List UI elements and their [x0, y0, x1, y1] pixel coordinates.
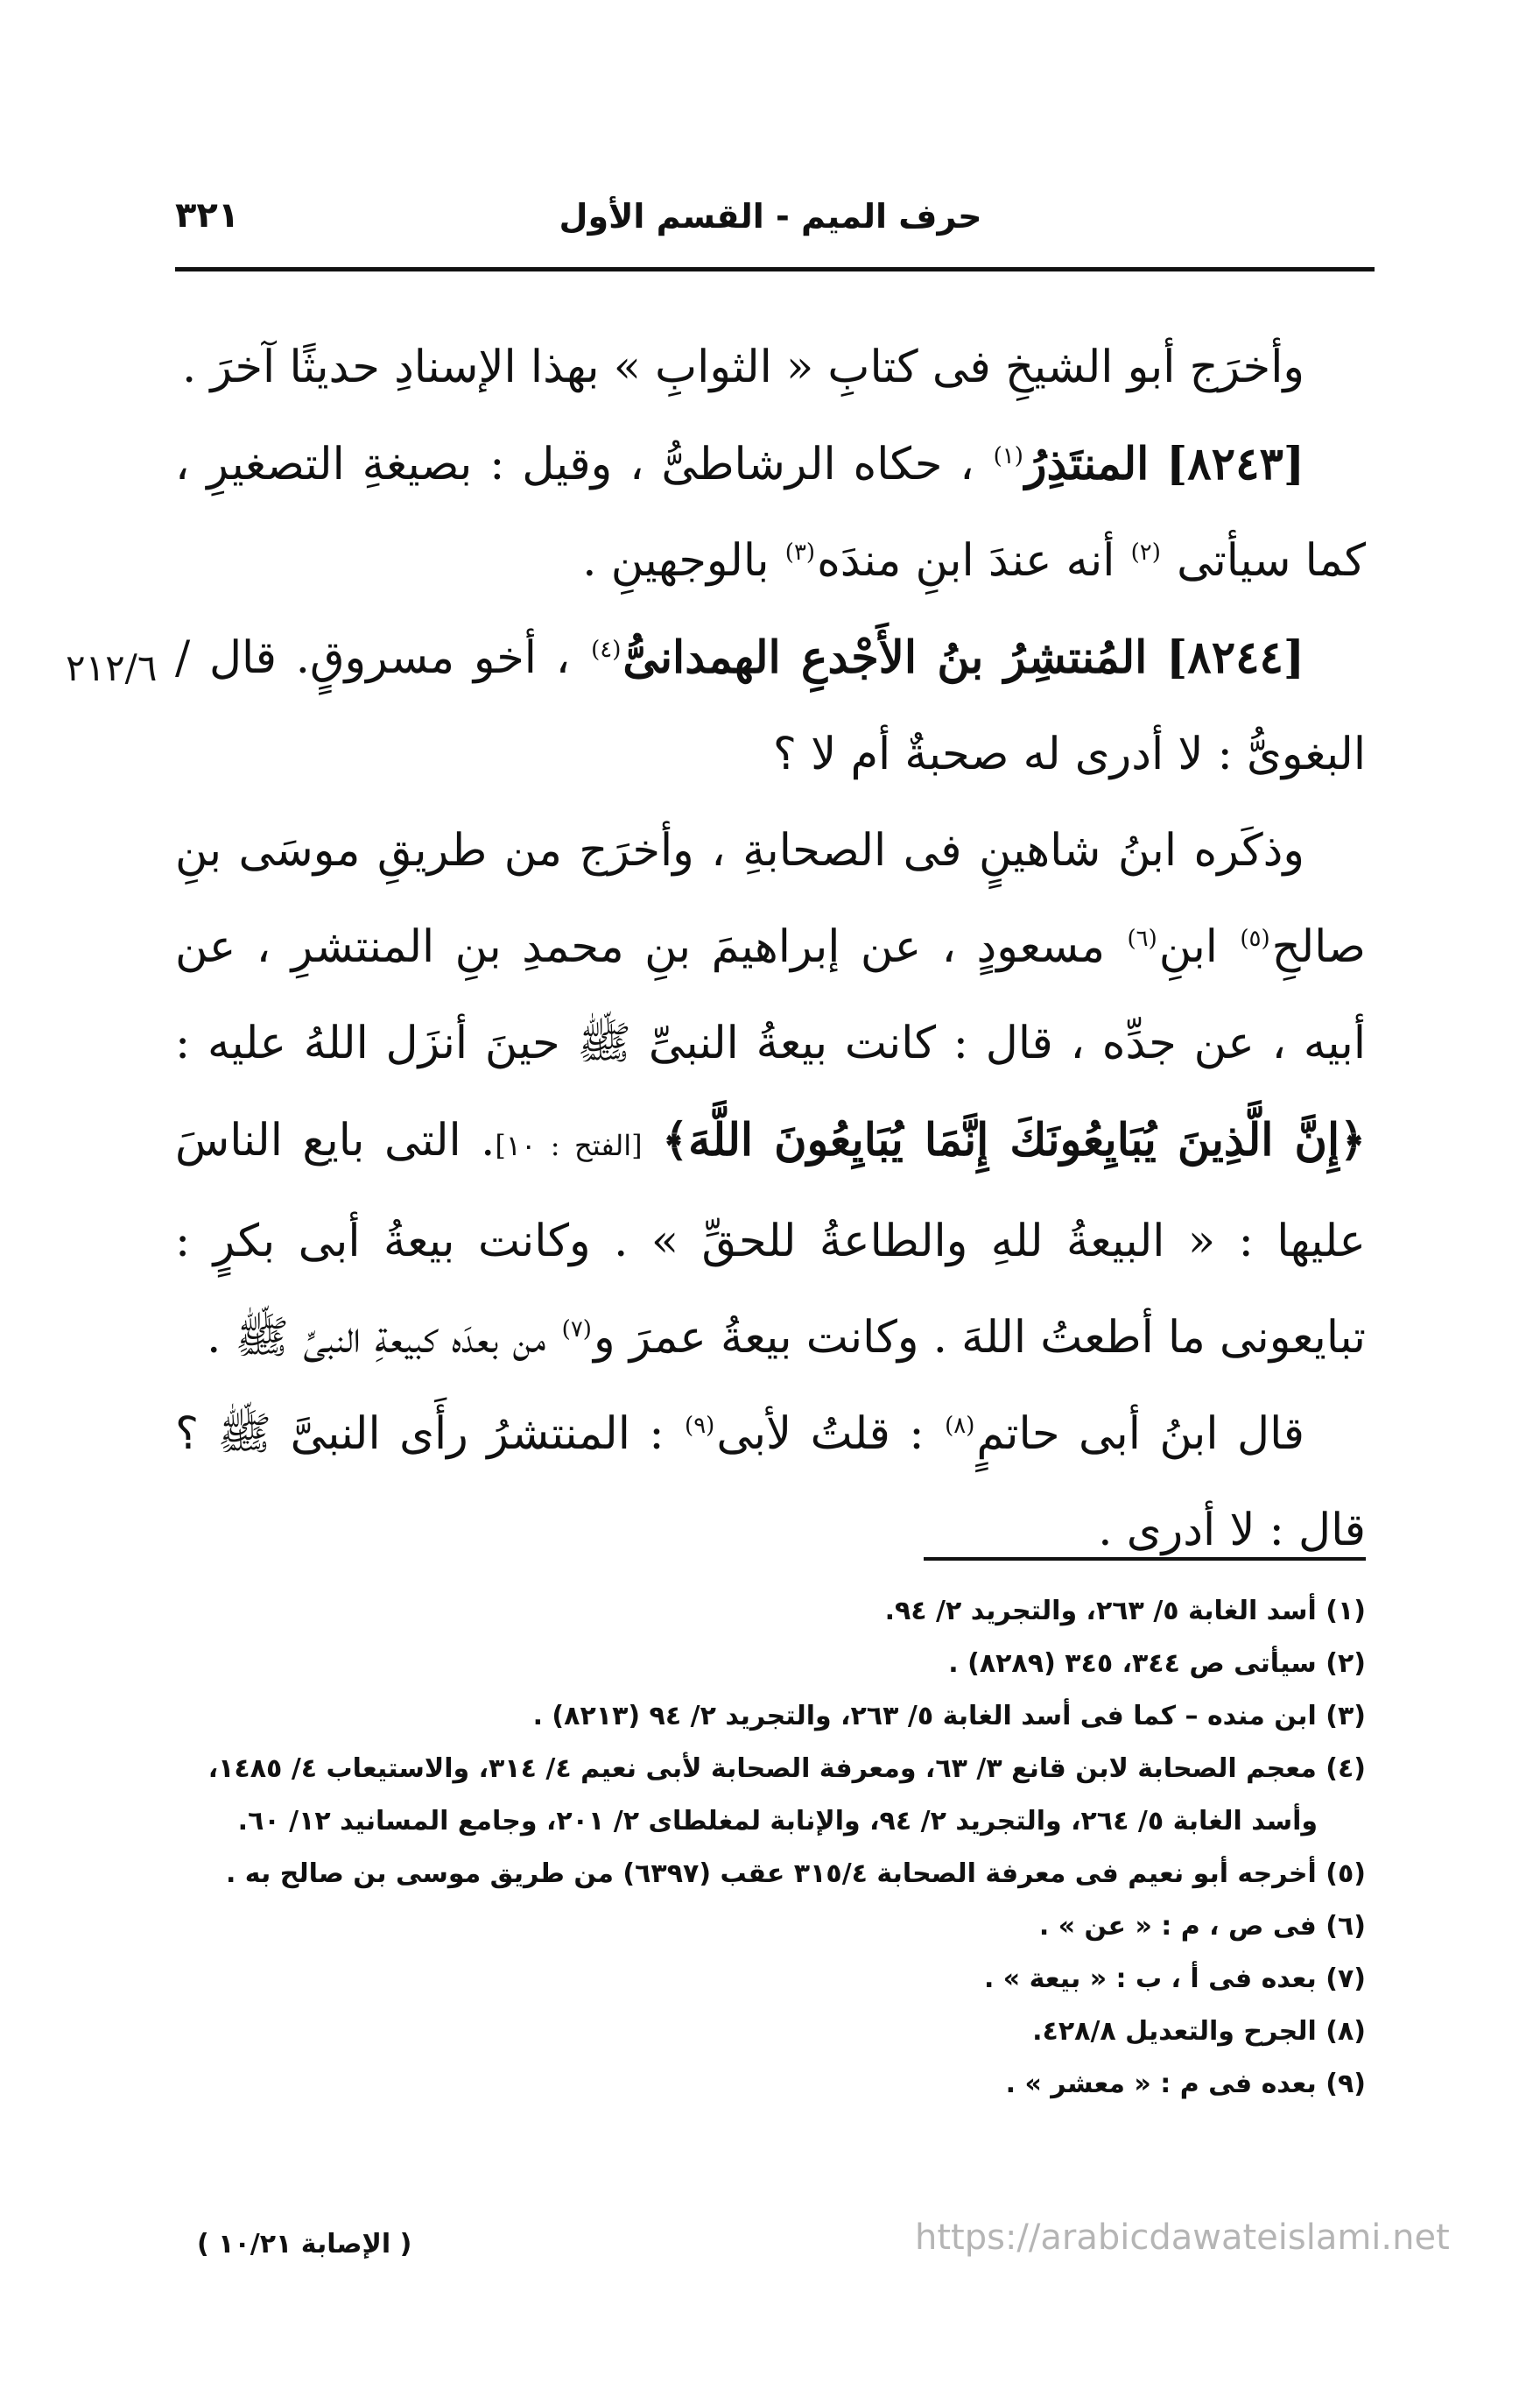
quran-verse: ﴿إِنَّ الَّذِينَ يُبَايِعُونَكَ إِنَّمَا يُبَايِعُونَ اللَّهَ﴾ [662, 1114, 1366, 1167]
paragraph-1-text: وأخرَج أبو الشيخِ فى كتابِ « الثوابِ » بهذا الإسنادِ حديثًا آخرَ . [181, 342, 1304, 393]
footnote-4: (٤) معجم الصحابة لابن قانع ٣/ ٦٣، ومعرفة الصحابة لأبى نعيم ٤/ ٣١٤، والاستيعاب ٤/ ١٤٨٥، [207, 1753, 1366, 1784]
footnote-rule [924, 1557, 1366, 1561]
paragraph-text: ابنِ [1158, 921, 1218, 973]
footnote-4-continued: وأسد الغابة ٥/ ٢٦٤، والتجريد ٢/ ٩٤، والإنابة لمغلطاى ٢/ ٢٠١، وجامع المسانيد ١٢/ ٦٠. [237, 1806, 1318, 1837]
paragraph-1 [175, 320, 1366, 416]
running-title: حرف الميم - القسم الأول [559, 197, 982, 236]
margin-reference: ٢١٢/٦ [66, 646, 158, 689]
footnote-9: (٩) بعده فى م : « معشر » . [1005, 2069, 1366, 2099]
footnote-marker-1: (١) [993, 443, 1023, 469]
footnote-marker-4: (٤) [591, 637, 622, 663]
verse-reference: [الفتح : ١٠] [495, 1129, 643, 1162]
footnote-8: (٨) الجرح والتعديل ٤٢٨/٨. [1032, 2016, 1366, 2047]
entry-text: أنه عندَ ابنِ مندَه [817, 535, 1115, 587]
entry-8243 [175, 416, 1366, 610]
footnote-marker-6: (٦) [1127, 926, 1157, 952]
footnote-marker-7: (٧) [561, 1316, 592, 1343]
paragraph-text: قال ابنُ أبى حاتمٍ [976, 1408, 1304, 1460]
footnote-3: (٣) ابن منده – كما فى أسد الغابة ٥/ ٢٦٣، والتجريد ٢/ ٩٤ (٨٢١٣) . [532, 1701, 1366, 1731]
footnote-5: (٥) أخرجه أبو نعيم فى معرفة الصحابة ٣١٥/٤ عقب (٦٣٩٧) من طريق موسى بن صالح به . [225, 1858, 1366, 1889]
footnotes [175, 1585, 1366, 2111]
footnote-marker-2: (٢) [1130, 539, 1161, 566]
entry-number: [٨٢٤٣] [1166, 438, 1304, 490]
entry-text: ، أخو مسروقٍ. قال / البغوىُّ : لا أدرى له صحبةٌ أم لا ؟ [175, 632, 1366, 780]
main-text [175, 320, 1366, 1579]
paragraph-5 [175, 1386, 1366, 1579]
footnote-marker-8: (٨) [945, 1413, 975, 1439]
footnote-marker-9: (٩) [685, 1413, 715, 1439]
entry-name: المُنتشِرُ بنُ الأَجْدعِ الهمدانىُّ [622, 631, 1148, 684]
entry-number: [٨٢٤٤] [1166, 631, 1305, 684]
paragraph-text: وذكَره ابنُ شاهينٍ فى الصحابةِ ، وأخرَج من طريقِ موسَى بنِ صالحِ [175, 825, 1366, 973]
footnote-7: (٧) بعده فى أ ، ب : « بيعة » . [983, 1963, 1366, 1994]
footnote-2: (٢) سيأتى ص ٣٤٤، ٣٤٥ (٨٢٨٩) . [948, 1648, 1366, 1679]
entry-8244 [175, 610, 1366, 803]
entry-name: المنتَذِرُ [1024, 438, 1150, 490]
watermark-url: https://arabicdawateislami.net [915, 2217, 1450, 2258]
entry-text: بالوجهينِ . [582, 535, 770, 587]
paragraph-4 [175, 803, 1366, 1386]
header-rule [175, 267, 1375, 271]
volume-signature: ( الإصابة ١٠/٢١ ) [197, 2229, 412, 2260]
paragraph-text: : المنتشرُ رأَى النبىَّ ﷺ ؟ قال : لا أدرى . [175, 1408, 1366, 1556]
footnote-1: (١) أسد الغابة ٥/ ٢٦٣، والتجريد ٢/ ٩٤. [884, 1596, 1366, 1626]
page-number: ٣٢١ [175, 195, 240, 236]
paragraph-text: من بعدَه كبيعةِ النبىِّ ﷺ . [207, 1312, 546, 1364]
paragraph-text: مسعودٍ ، عن إبراهيمَ بنِ محمدِ بنِ المنتشرِ ، عن أبيه ، عن جدِّه ، قال : كانت بيعةُ النبىِّ ﷺ حينَ أنزَل اللهُ عليه : [175, 921, 1366, 1069]
footnote-marker-3: (٣) [784, 539, 816, 566]
paragraph-text: . التى بايع الناسَ عليها : « البيعةُ للهِ والطاعةُ للحقِّ » . وكانت بيعةُ أبى بكرٍ : تبايعونى ما أطعتُ اللهَ . وكانت بيعةُ عمرَ و [175, 1115, 1366, 1364]
footnote-6: (٦) فى ص ، م : « عن » . [1038, 1911, 1366, 1942]
footnote-marker-5: (٥) [1240, 926, 1270, 952]
paragraph-text: : قلتُ لأبى [716, 1408, 925, 1460]
entry-text: ، حكاه الرشاطىُّ ، وقيل : بصيغةِ التصغيرِ ، كما سيأتى [175, 439, 1366, 587]
page-header [175, 188, 1366, 250]
